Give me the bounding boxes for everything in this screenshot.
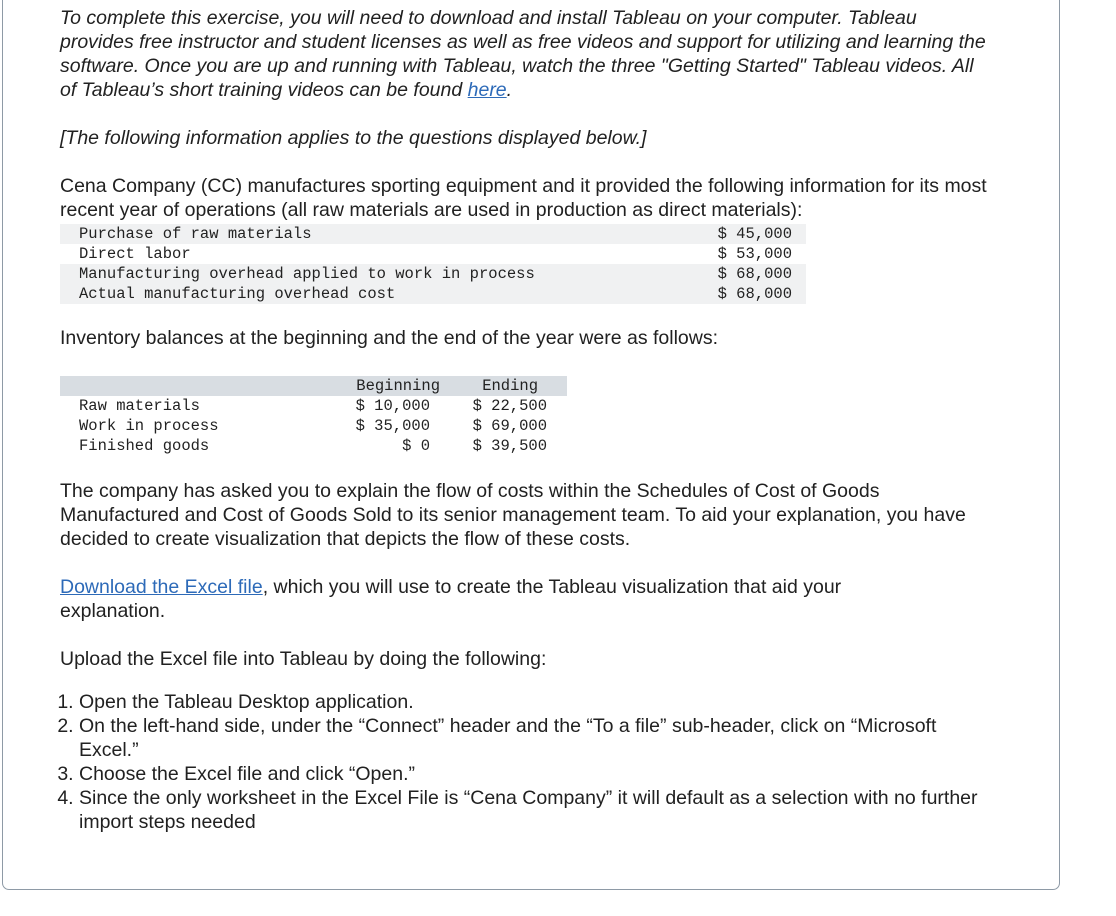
header-ending: Ending: [482, 377, 538, 395]
table-row: [60, 436, 567, 456]
ending-value: $ 22,500: [472, 397, 547, 415]
cost-value: $ 68,000: [717, 285, 792, 303]
download-tail: , which you will use to create the Tableau visualization that aid your explanation.: [60, 576, 842, 622]
cost-label: Actual manufacturing overhead cost: [79, 285, 396, 303]
inventory-label: Raw materials: [79, 397, 200, 415]
cost-value: $ 68,000: [717, 265, 792, 283]
beginning-value: $ 10,000: [355, 397, 430, 415]
ending-value: $ 39,500: [472, 437, 547, 455]
inventory-paragraph: Inventory balances at the beginning and the end of the year were as follows:: [60, 327, 719, 349]
list-item: 3. Choose the Excel file and click “Open.”: [79, 762, 1014, 786]
upload-steps-list: [60, 690, 1014, 834]
list-item: 2. On the left-hand side, under the “Connect” header and the “To a file” sub-header, click on “Microsoft Excel.”: [79, 714, 1014, 762]
explain-paragraph: The company has asked you to explain the flow of costs within the Schedules of Cost of Goods Manufactured and Cost of Goods Sold to its senior management team. To aid your explanation, you have decided to create visualization that depicts the flow of these costs.: [60, 480, 966, 550]
list-item: 4. Since the only worksheet in the Excel File is “Cena Company” it will default as a selection with no further import steps needed: [79, 786, 1014, 834]
table-row: [60, 396, 567, 416]
download-paragraph: [60, 575, 940, 623]
upload-paragraph: Upload the Excel file into Tableau by doing the following:: [60, 648, 547, 670]
cost-value: $ 53,000: [717, 245, 792, 263]
table-row: [60, 284, 806, 304]
table-row: [60, 264, 806, 284]
table-row: [60, 224, 806, 244]
list-item: 1. Open the Tableau Desktop application.: [79, 690, 1014, 714]
table-header-row: [60, 376, 567, 396]
cost-label: Purchase of raw materials: [79, 225, 312, 243]
cost-label: Direct labor: [79, 245, 191, 263]
intro-text: To complete this exercise, you will need to download and install Tableau on your computer. Tableau provides free instructor and student licenses as well as free videos and support for utilizing and learning the software. Once you are up and running with Tableau, watch the three "Getting Started" Tableau videos. All of Tableau’s short training videos can be found: [60, 7, 986, 101]
header-beginning: Beginning: [356, 377, 440, 395]
download-excel-link[interactable]: Download the Excel file: [60, 576, 263, 598]
company-paragraph: Cena Company (CC) manufactures sporting equipment and it provided the following information for its most recent year of operations (all raw materials are used in production as direct materials):: [60, 175, 987, 221]
beginning-value: $ 35,000: [355, 417, 430, 435]
table-row: [60, 244, 806, 264]
intro-paragraph: [60, 6, 995, 102]
beginning-value: $ 0: [402, 437, 430, 455]
here-link[interactable]: here: [467, 79, 507, 101]
table-row: [60, 416, 567, 436]
cost-value: $ 45,000: [717, 225, 792, 243]
inventory-label: Finished goods: [79, 437, 210, 455]
intro-tail: .: [506, 79, 513, 101]
cost-label: Manufacturing overhead applied to work in process: [79, 265, 535, 283]
applies-note: [The following information applies to the questions displayed below.]: [60, 127, 647, 149]
ending-value: $ 69,000: [472, 417, 547, 435]
inventory-label: Work in process: [79, 417, 219, 435]
